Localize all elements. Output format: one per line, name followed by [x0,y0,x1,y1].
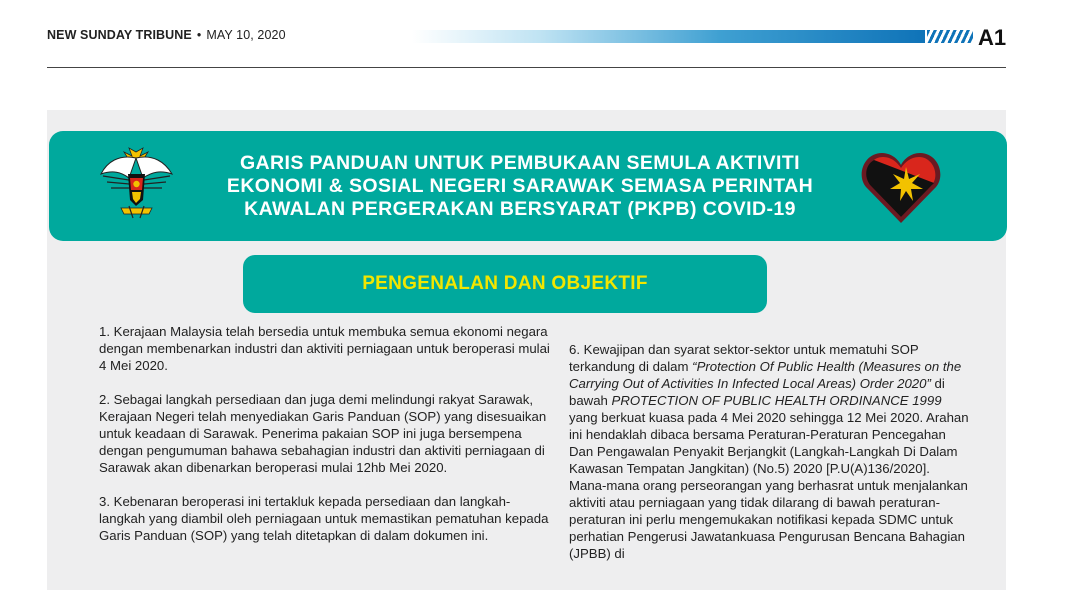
paragraph-6-italic-order: “Protection Of Public Health (Measures on the Carrying Out of Activities In Infected Local Areas) Order 2020” [569,359,962,391]
paragraph-1: 1. Kerajaan Malaysia telah bersedia untuk membuka semua ekonomi negara dengan membenarkan industri dan aktiviti perniagaan untuk beroperasi mulai 4 Mei 2020. [99,324,550,373]
banner-title-line: GARIS PANDUAN UNTUK PEMBUKAAN SEMULA AKTIVITI [239,152,801,174]
paragraph-6-italic-ordinance: PROTECTION OF PUBLIC HEALTH ORDINANCE 1999 [611,393,942,408]
paragraph-6-text: yang berkuat kuasa pada 4 Mei 2020 sehingga 12 Mei 2020. Arahan ini hendaklah dibaca bersama Peraturan-Peraturan Pencegahan Dan Pengawalan Penyakit Berjangkit (Langkah-Langkah Di Dalam Kawasan Tempatan Jangkitan) (No.5) 2020 [P.U(A)136/2020]. [569,410,969,476]
paragraph-2: 2. Sebagai langkah persediaan dan juga demi melindungi rakyat Sarawak, Kerajaan Negeri telah menyediakan Garis Panduan (SOP) yang disesuaikan untuk keadaan di Sarawak. Penerima pakaian SOP ini juga bersempena dengan pengumuman bahawa sebahagian industri dan aktiviti perniagaan di Sarawak akan dibenarkan beroperasi mulai 12hb Mei 2020. [99,392,547,475]
paragraph-6-text: di bawah [569,376,945,408]
banner-title-line: KAWALAN PERGERAKAN BERSYARAT (PKPB) COVID-19 [244,198,796,220]
header-hatch-pattern [927,30,973,43]
masthead [47,28,286,42]
masthead-separator: • [196,28,202,42]
paragraph-6 [569,341,969,477]
section-heading: PENGENALAN DAN OBJEKTIF [362,273,648,294]
page-number: A1 [978,25,1007,50]
sarawak-heart-logo-icon [860,147,942,225]
paragraph-6-continued: Mana-mana orang perseorangan yang berhasrat untuk menjalankan aktiviti atau perniagaan yang tidak dilarang di bawah peraturan-peraturan ini perlu mengemukakan notifikasi kepada SDMC untuk perhatian Pengerusi Jawatankuasa Pengurusan Bencana Bahagian (JPBB) di [569,478,968,561]
banner-title [150,152,890,221]
issue-date: MAY 10, 2020 [206,28,286,42]
header-gradient-stripe [412,30,925,43]
right-text-column [569,341,969,562]
left-text-column [99,323,554,561]
paragraph-3: 3. Kebenaran beroperasi ini tertakluk kepada persediaan dan langkah-langkah yang diambil oleh perniagaan untuk memastikan pematuhan kepada Garis Panduan (SOP) yang telah ditetapkan di dalam dokumen ini. [99,494,549,543]
paragraph-6-text: 6. Kewajipan dan syarat sektor-sektor untuk mematuhi SOP terkandung di dalam [569,342,919,374]
banner-title-line: EKONOMI & SOSIAL NEGERI SARAWAK SEMASA PERINTAH [226,175,814,197]
newspaper-name: NEW SUNDAY TRIBUNE [47,28,192,42]
header-divider [47,67,1006,68]
